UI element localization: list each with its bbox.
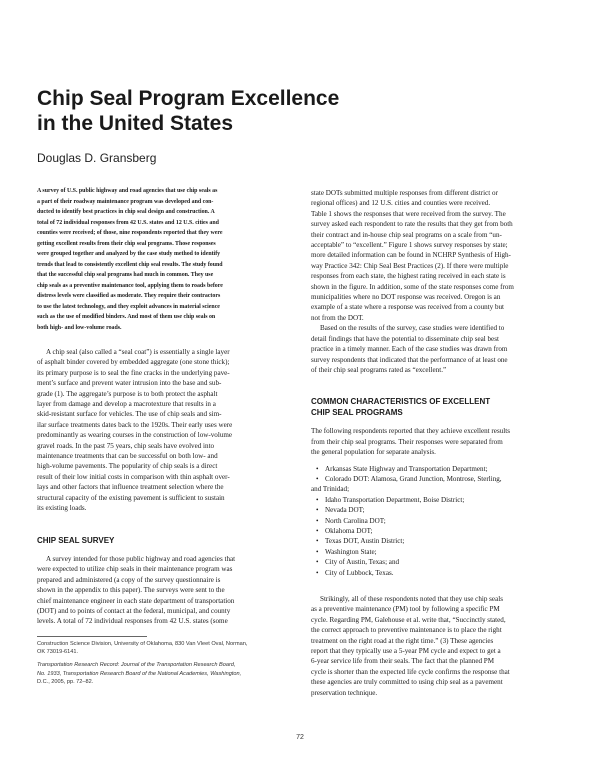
body-line: practice in a timely manner. Each of the case studies was drawn from xyxy=(311,345,508,354)
list-item xyxy=(311,526,571,536)
list-item xyxy=(311,557,571,567)
body-line: municipalities where no DOT response was received. Oregon is an xyxy=(311,293,501,302)
body-line: of their chip seal programs rated as “excellent.” xyxy=(311,365,447,374)
case-study-paragraph xyxy=(311,323,571,375)
body-line: detail findings that have the potential to disseminate chip seal best xyxy=(311,334,499,343)
intro-paragraph xyxy=(37,347,295,514)
abstract-line: trends that lead to consistently excellent chip seal results. The study found xyxy=(37,261,223,268)
abstract-line: such as the use of modified binders. And most of them use chip seals on xyxy=(37,314,216,320)
list-item-text: Arkansas State Highway and Transportation Department; xyxy=(325,464,488,473)
bullet-icon: • xyxy=(316,516,319,525)
body-line: state DOTs submitted multiple responses from different district or xyxy=(311,189,498,197)
intro-line: structural capacity of the existing pavement is sufficient to sustain xyxy=(37,493,225,502)
intro-line: high-volume pavements. The popularity of chip seals is a direct xyxy=(37,462,218,471)
list-item-text: City of Austin, Texas; and xyxy=(325,558,400,567)
bullet-icon: • xyxy=(316,495,319,504)
body-line: Table 1 shows the responses that were received from the survey. The xyxy=(311,209,506,218)
survey-line: were expected to utilize chip seals in their maintenance program was xyxy=(37,565,233,574)
survey-line: shown in the appendix to this paper). The surveys were sent to the xyxy=(37,586,225,595)
bullet-icon: • xyxy=(316,537,319,546)
bullet-icon: • xyxy=(316,558,319,567)
list-item xyxy=(311,547,571,557)
intro-line: ilar surface treatments dates back to the 1920s. Their early uses were xyxy=(37,420,233,429)
body-line: example of a state where a response was received from a county but xyxy=(311,303,505,312)
list-item-text: Washington State; xyxy=(325,547,377,556)
footnote-line: Construction Science Division, University of Oklahoma, 830 Van Vleet Oval, Norman, xyxy=(37,640,248,647)
left-column xyxy=(37,186,295,691)
body-line: their contract and in-house chip seal programs on a scale from “un- xyxy=(311,230,502,239)
list-item xyxy=(311,516,571,526)
section-heading-text: COMMON CHARACTERISTICS OF EXCELLENT xyxy=(311,397,491,407)
abstract-line: distress levels were classified as moderate. They require their contractors xyxy=(37,293,221,299)
section-heading-survey xyxy=(37,536,295,547)
footnote-affiliation xyxy=(37,640,295,657)
footnote-line: OK 73019-6141. xyxy=(37,649,79,656)
abstract-line: counties were received; of those, nine respondents reported that they were xyxy=(37,230,223,236)
intro-line: its existing loads. xyxy=(37,504,87,513)
body-line: treatment on the right road at the right time.” (3) These agencies xyxy=(311,636,494,645)
title-line: Chip Seal Program Excellence xyxy=(37,87,340,110)
intro-line: result of their low initial costs in comparison with thin asphalt over- xyxy=(37,472,230,481)
list-item xyxy=(311,474,571,495)
abstract-line: both high- and low-volume roads. xyxy=(37,324,122,331)
footnote-citation xyxy=(37,661,295,687)
abstract-line: were grouped together and analyzed by the case study method to identify xyxy=(37,251,221,257)
body-line: report that they typically use a 5-year PM cycle and expect to get a xyxy=(311,647,501,656)
intro-line: predominantly as wearing courses in the construction of low-volume xyxy=(37,431,233,440)
survey-continued-paragraph xyxy=(311,188,571,323)
survey-line: chief maintenance engineer in each state department of transportation xyxy=(37,596,235,605)
intro-line: of asphalt binder covered by embedded aggregate (one stone thick); xyxy=(37,358,230,367)
footnote-line: No. 1933, Transportation Research Board of the National Academies, Washington, xyxy=(37,670,242,677)
survey-line: (DOT) and to points of contact at the federal, municipal, and county xyxy=(37,607,231,616)
body-line: the general population for separate analysis. xyxy=(311,448,436,457)
bullet-icon: • xyxy=(316,464,319,473)
list-item xyxy=(311,505,571,515)
abstract-line: a part of their roadway maintenance program was developed and con- xyxy=(37,198,214,205)
right-column xyxy=(311,188,571,698)
preventive-maintenance-paragraph xyxy=(311,594,571,698)
body-line: acceptable” to “excellent.” Figure 1 shows survey responses by state; xyxy=(311,241,508,250)
list-item xyxy=(311,568,571,578)
abstract xyxy=(37,186,295,333)
footnote-line: Transportation Research Record: Journal of the Transportation Research Board, xyxy=(37,662,236,669)
list-item-text: Oklahoma DOT; xyxy=(325,526,373,535)
footnote-divider xyxy=(37,636,147,637)
intro-line: A chip seal (also called a “seal coat”) is essentially a single layer xyxy=(46,348,230,356)
body-line: survey asked each respondent to rate the results that they get from both xyxy=(311,220,513,229)
abstract-line: A survey of U.S. public highway and road agencies that use chip seals as xyxy=(37,188,218,194)
bullet-icon: • xyxy=(316,547,319,556)
footnote-line: D.C., 2005, pp. 72–82. xyxy=(37,679,94,686)
list-item-text: North Carolina DOT; xyxy=(325,516,386,525)
section-heading-characteristics xyxy=(311,397,571,418)
list-item-text: Colorado DOT: Alamosa, Grand Junction, Montrose, Sterling, xyxy=(325,474,502,483)
list-item-text: Idaho Transportation Department, Boise District; xyxy=(325,495,465,504)
abstract-line: chip seals as a preventive maintenance tool, applying them to roads before xyxy=(37,282,223,289)
section-heading-text: CHIP SEAL SURVEY xyxy=(37,535,115,545)
survey-line: A survey intended for those public highway and road agencies that xyxy=(46,555,236,563)
bullet-icon: • xyxy=(316,568,319,577)
abstract-line: to use the latest technology, and they exploit advances in material science xyxy=(37,303,220,310)
intro-line: its primary purpose is to seal the fine cracks in the underlying pave- xyxy=(37,368,230,377)
abstract-line: total of 72 individual responses from 42 U.S. states and 12 U.S. cities and xyxy=(37,219,219,226)
intro-line: ment’s surface and prevent water intrusion into the base and sub- xyxy=(37,379,222,388)
body-line: cycle is shorter than the expected life cycle confirms the response that xyxy=(311,667,510,676)
body-line: these agencies are truly committed to using chip seal as a pavement xyxy=(311,678,503,687)
body-line: regional offices) and 12 U.S. cities and counties were received. xyxy=(311,199,491,208)
body-line: from their chip seal programs. Their responses were separated from xyxy=(311,437,503,446)
body-line: Strikingly, all of these respondents noted that they use chip seals xyxy=(320,595,503,603)
list-item-continuation: and Trinidad; xyxy=(311,485,350,494)
page-number: 72 xyxy=(296,734,304,741)
list-item-text: Texas DOT, Austin District; xyxy=(325,537,405,546)
abstract-line: ducted to identify best practices in chip seal design and construction. A xyxy=(37,209,215,215)
title-line: in the United States xyxy=(37,112,234,135)
intro-line: grade (1). The aggregate’s purpose is to both protect the asphalt xyxy=(37,389,218,398)
abstract-line: getting excellent results from their chip seal programs. Those responses xyxy=(37,240,216,247)
survey-paragraph xyxy=(37,554,295,627)
respondents-intro xyxy=(311,426,571,457)
body-line: 6-year service life from their seals. The fact that the planned PM xyxy=(311,657,495,666)
intro-line: skid-resistant surface for vehicles. The use of chip seals and sim- xyxy=(37,410,222,419)
bullet-icon: • xyxy=(316,506,319,515)
body-line: way Practice 342: Chip Seal Best Practices (2). If there were multiple xyxy=(311,261,509,270)
body-line: not from the DOT. xyxy=(311,313,364,322)
intro-line: layer from damage and develop a macrotexture that results in a xyxy=(37,400,216,409)
section-heading-text: CHIP SEAL PROGRAMS xyxy=(311,407,403,417)
body-line: as a preventive maintenance (PM) tool by following a specific PM xyxy=(311,605,500,614)
excellent-respondents-list xyxy=(311,464,571,578)
abstract-line: that the successful chip seal programs had much in common. They use xyxy=(37,272,214,278)
body-line: survey respondents that indicated that the performance of at least one xyxy=(311,355,508,364)
paper-title xyxy=(37,86,417,136)
body-line: preservation technique. xyxy=(311,688,378,697)
body-line: the correct approach to preventive maintenance is to place the right xyxy=(311,626,502,635)
bullet-icon: • xyxy=(316,474,319,483)
intro-line: gravel roads. In the past 75 years, chip seals have evolved into xyxy=(37,441,215,450)
list-item-text: City of Lubbock, Texas. xyxy=(325,568,394,577)
list-item xyxy=(311,464,571,474)
list-item-text: Nevada DOT; xyxy=(325,506,365,515)
body-line: responses from each state, the highest rating received in each state is xyxy=(311,272,506,281)
body-line: Based on the results of the survey, case studies were identified to xyxy=(320,324,505,333)
body-line: more detailed information can be found in NCHRP Synthesis of High- xyxy=(311,251,511,260)
body-line: shown in the figure. In addition, some of the state responses come from xyxy=(311,282,514,291)
survey-line: prepared and administered (a copy of the survey questionnaire is xyxy=(37,575,221,584)
body-line: The following respondents reported that they achieve excellent results xyxy=(311,427,510,436)
bullet-icon: • xyxy=(316,526,319,535)
survey-line: levels. A total of 72 individual responses from 42 U.S. states (some xyxy=(37,617,228,626)
list-item xyxy=(311,495,571,505)
list-item xyxy=(311,536,571,546)
intro-line: maintenance treatments that can be successful on both low- and xyxy=(37,452,218,461)
intro-line: lays and other factors that influence treatment selection where the xyxy=(37,483,224,492)
body-line: cycle. Regarding PM, Galehouse et al. write that, “Succinctly stated, xyxy=(311,615,506,624)
author-name: Douglas D. Gransberg xyxy=(37,151,157,165)
